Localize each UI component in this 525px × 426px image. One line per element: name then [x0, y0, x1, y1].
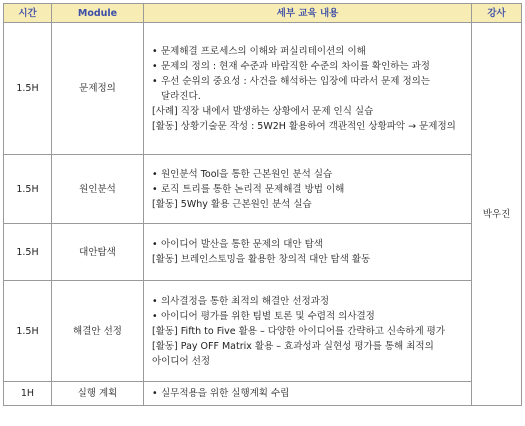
bullet-mark: •	[152, 168, 158, 180]
detail-line-text: 문제해결 프로세스의 이해와 퍼실리테이션의 이해	[161, 45, 366, 57]
curriculum-table-wrapper	[3, 3, 521, 406]
bullet-mark: •	[152, 239, 158, 250]
row-time: 1.5H	[4, 23, 52, 155]
bullet-mark: •	[152, 183, 158, 195]
detail-line	[152, 44, 465, 59]
detail-line: [활동] 브레인스토밍을 활용한 창의적 대안 탐색 활동	[152, 254, 371, 265]
header-row	[4, 4, 522, 23]
row-time: 1.5H	[4, 224, 52, 281]
row-detail	[144, 382, 472, 406]
table-row	[4, 382, 522, 406]
bullet-mark: •	[152, 75, 158, 87]
detail-line-text: 문제의 정의 : 현재 수준과 바람직한 수준의 차이를 확인하는 과정	[161, 60, 430, 72]
header-module: Module	[52, 4, 144, 23]
row-time: 1.5H	[4, 155, 52, 224]
header-time: 시간	[4, 4, 52, 23]
row-module: 실행 계획	[52, 382, 144, 406]
detail-line: [활동] Fifth to Five 활용 – 다양한 아이디어를 간략하고 신속하게 평가	[152, 325, 446, 337]
curriculum-table	[3, 3, 522, 406]
row-detail	[144, 23, 472, 155]
detail-line	[152, 182, 465, 197]
table-row	[4, 155, 522, 224]
table-row	[4, 281, 522, 382]
row-module: 문제정의	[52, 23, 144, 155]
bullet-mark: •	[152, 388, 158, 399]
detail-line: [활동] 상황기술문 작성 : 5W2H 활용하여 객관적인 상황파악 → 문제정의	[152, 120, 456, 132]
table-row	[4, 23, 522, 155]
detail-line-text: 우선 순위의 중요성 : 사건을 해석하는 입장에 따라서 문제 정의는 달라진다.	[161, 75, 430, 102]
table-row	[4, 224, 522, 281]
detail-line-text: 의사결정을 통한 최적의 해결안 선정과정	[161, 295, 330, 307]
row-module: 해결안 선정	[52, 281, 144, 382]
bullet-mark: •	[152, 310, 158, 322]
detail-line	[152, 167, 465, 182]
detail-line-text: 로직 트리를 통한 논리적 문제해결 방법 이해	[161, 183, 345, 195]
detail-line	[152, 294, 465, 309]
row-detail	[144, 224, 472, 281]
detail-line-text: 아이디어 발산을 통한 문제의 대안 탐색	[161, 239, 323, 250]
detail-line-text: 아이디어 평가를 위한 팀별 토론 및 수렴적 의사결정	[161, 310, 375, 322]
row-detail	[144, 155, 472, 224]
detail-line-text: 실무적용을 위한 실행계획 수립	[161, 388, 290, 399]
detail-line	[152, 309, 465, 324]
row-module: 대안탐색	[52, 224, 144, 281]
detail-line	[152, 386, 465, 401]
detail-line: [사례] 직장 내에서 발생하는 상황에서 문제 인식 실습	[152, 105, 374, 117]
row-time: 1H	[4, 382, 52, 406]
bullet-mark: •	[152, 45, 158, 57]
instructor-cell: 박우진	[472, 23, 522, 406]
header-instructor: 강사	[472, 4, 522, 23]
bullet-mark: •	[152, 295, 158, 307]
detail-line: [활동] 5Why 활용 근본원인 분석 실습	[152, 198, 312, 210]
detail-line-text: 원인분석 Tool을 통한 근본원인 분석 실습	[161, 168, 333, 180]
detail-line	[152, 237, 465, 252]
detail-line	[152, 59, 465, 74]
detail-line: [활동] Pay OFF Matrix 활용 – 효과성과 실현성 평가를 통해 최적의 아이디어 선정	[152, 340, 434, 367]
row-module: 원인분석	[52, 155, 144, 224]
header-detail: 세부 교육 내용	[144, 4, 472, 23]
bullet-mark: •	[152, 60, 158, 72]
detail-line	[152, 74, 465, 104]
row-detail	[144, 281, 472, 382]
row-time: 1.5H	[4, 281, 52, 382]
